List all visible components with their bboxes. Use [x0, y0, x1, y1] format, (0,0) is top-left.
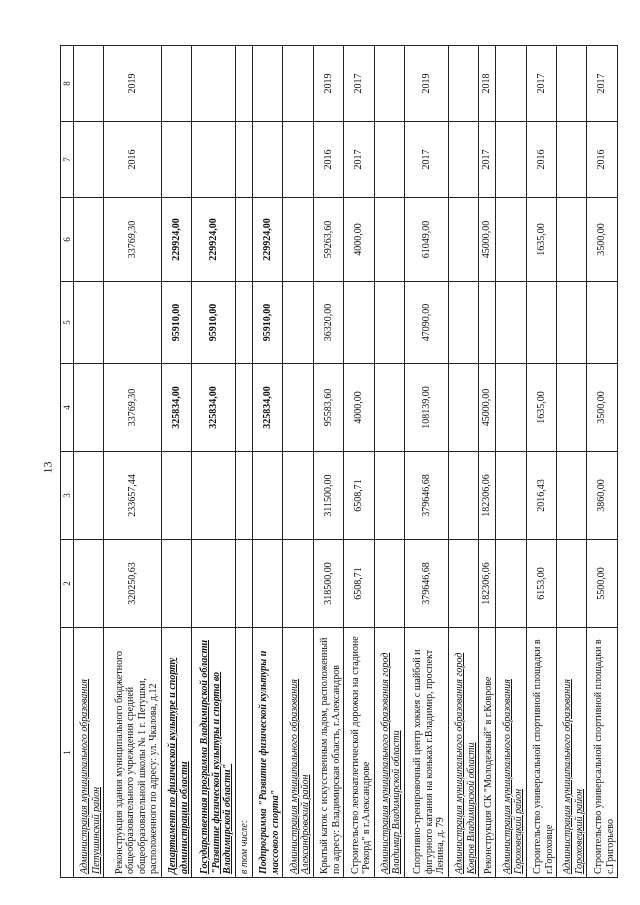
value-cell-c7: [161, 122, 191, 198]
empty-cell: [374, 282, 404, 364]
value-cell-c3: [192, 452, 236, 540]
value-cell-c2: 320250,63: [104, 540, 161, 628]
column-number-cell: 7: [61, 122, 74, 198]
value-cell-c5: [235, 282, 252, 364]
value-cell-c8: 2019: [313, 46, 343, 122]
empty-cell: [496, 46, 526, 122]
empty-cell: [557, 282, 587, 364]
empty-cell: [74, 122, 104, 198]
value-cell-c4: 325834,00: [192, 364, 236, 452]
value-cell-c2: [252, 540, 282, 628]
value-cell-c3: 2016,43: [526, 452, 556, 540]
value-cell-c7: 2017: [344, 122, 374, 198]
value-cell-c4: 4000,00: [344, 364, 374, 452]
value-cell-c3: 379646,68: [404, 452, 448, 540]
empty-cell: [448, 46, 478, 122]
value-cell-c5: 95910,00: [161, 282, 191, 364]
empty-cell: [74, 540, 104, 628]
row-label: Реконструкция здания муниципального бюджетного общеобразовательного учреждения средней общеобразовательной школы № 1 г. Петушки, расположенного по адресу: ул. Чкалова, д.12: [104, 628, 161, 878]
empty-cell: [283, 198, 313, 282]
value-cell-c5: [587, 282, 618, 364]
page-number: 13: [40, 461, 55, 474]
empty-cell: [557, 452, 587, 540]
column-number-cell: 8: [61, 46, 74, 122]
value-cell-c6: 229924,00: [192, 198, 236, 282]
value-cell-c6: 61049,00: [404, 198, 448, 282]
value-cell-c7: 2016: [587, 122, 618, 198]
empty-cell: [74, 282, 104, 364]
value-cell-c3: [252, 452, 282, 540]
empty-cell: [557, 540, 587, 628]
value-cell-c5: [479, 282, 496, 364]
empty-cell: [448, 198, 478, 282]
value-cell-c2: 182306,06: [479, 540, 496, 628]
value-cell-c2: 379646,68: [404, 540, 448, 628]
table-row: [283, 46, 313, 878]
value-cell-c8: [192, 46, 236, 122]
value-cell-c3: 311500,00: [313, 452, 343, 540]
value-cell-c8: 2017: [587, 46, 618, 122]
table-row: [74, 46, 104, 878]
empty-cell: [74, 198, 104, 282]
investment-table: [60, 45, 618, 878]
empty-cell: [496, 364, 526, 452]
empty-cell: [557, 122, 587, 198]
value-cell-c8: [235, 46, 252, 122]
empty-cell: [283, 282, 313, 364]
section-heading: Администрация муниципального образования Александровский район: [283, 628, 313, 878]
empty-cell: [557, 364, 587, 452]
empty-cell: [283, 364, 313, 452]
row-label: Департамент по физической культуре и спорту администрации области: [161, 628, 191, 878]
row-label: Реконструкция СК "Молодежный" в г.Коврове: [479, 628, 496, 878]
table-row: [448, 46, 478, 878]
column-number-cell: 3: [61, 452, 74, 540]
empty-cell: [283, 46, 313, 122]
value-cell-c5: 47090,00: [404, 282, 448, 364]
value-cell-c4: 325834,00: [252, 364, 282, 452]
value-cell-c4: 95583,60: [313, 364, 343, 452]
value-cell-c3: 182306,06: [479, 452, 496, 540]
empty-cell: [496, 122, 526, 198]
table-row: [104, 46, 161, 878]
value-cell-c5: [526, 282, 556, 364]
table-row: [374, 46, 404, 878]
value-cell-c2: [161, 540, 191, 628]
section-heading: Администрация муниципального образования Петушинский район: [74, 628, 104, 878]
empty-cell: [74, 452, 104, 540]
row-label: Строительство легкоатлетической дорожки на стадионе "Рекорд" в г.Александрове: [344, 628, 374, 878]
value-cell-c5: 36320,00: [313, 282, 343, 364]
row-label: Строительство универсальной спортивной площадки в г.Гороховце: [526, 628, 556, 878]
value-cell-c8: 2018: [479, 46, 496, 122]
value-cell-c5: [344, 282, 374, 364]
value-cell-c8: [252, 46, 282, 122]
row-label: Строительство универсальной спортивной площадки в с.Григорьево: [587, 628, 618, 878]
empty-cell: [283, 122, 313, 198]
empty-cell: [496, 452, 526, 540]
value-cell-c5: 95910,00: [192, 282, 236, 364]
column-number-cell: 2: [61, 540, 74, 628]
value-cell-c4: [235, 364, 252, 452]
section-heading: Администрация муниципального образования город Владимир Владимирской области: [374, 628, 404, 878]
column-number-cell: 1: [61, 628, 74, 878]
section-heading: Администрация муниципального образования город Ковров Владимирской области: [448, 628, 478, 878]
empty-cell: [448, 364, 478, 452]
empty-cell: [74, 46, 104, 122]
table-row: [404, 46, 448, 878]
section-heading: Администрация муниципального образования Гороховецкий район: [496, 628, 526, 878]
table-row: [479, 46, 496, 878]
row-label: Подпрограмма "Развитие физической культуры и массового спорта": [252, 628, 282, 878]
value-cell-c6: 229924,00: [161, 198, 191, 282]
value-cell-c7: 2016: [526, 122, 556, 198]
value-cell-c7: 2016: [104, 122, 161, 198]
value-cell-c3: [161, 452, 191, 540]
table-row: [557, 46, 587, 878]
empty-cell: [496, 198, 526, 282]
value-cell-c2: 6153,00: [526, 540, 556, 628]
empty-cell: [496, 282, 526, 364]
value-cell-c3: 233657,44: [104, 452, 161, 540]
empty-cell: [283, 452, 313, 540]
value-cell-c6: [235, 198, 252, 282]
empty-cell: [557, 198, 587, 282]
value-cell-c8: 2019: [104, 46, 161, 122]
column-number-row: [61, 46, 74, 878]
value-cell-c7: 2016: [313, 122, 343, 198]
empty-cell: [283, 540, 313, 628]
value-cell-c8: 2017: [344, 46, 374, 122]
empty-cell: [374, 122, 404, 198]
row-label: в том числе:: [235, 628, 252, 878]
table-row: [192, 46, 236, 878]
table-row: [587, 46, 618, 878]
value-cell-c3: 6508,71: [344, 452, 374, 540]
table-row: [496, 46, 526, 878]
value-cell-c2: [235, 540, 252, 628]
column-number-cell: 5: [61, 282, 74, 364]
row-label: Крытый каток с искусственным льдом, расположенный по адресу: Владимирская область, г.Александров: [313, 628, 343, 878]
value-cell-c7: [235, 122, 252, 198]
value-cell-c4: 3500,00: [587, 364, 618, 452]
value-cell-c6: 229924,00: [252, 198, 282, 282]
value-cell-c3: 3860,00: [587, 452, 618, 540]
value-cell-c8: 2019: [404, 46, 448, 122]
value-cell-c2: 6508,71: [344, 540, 374, 628]
value-cell-c4: 1635,00: [526, 364, 556, 452]
value-cell-c8: [161, 46, 191, 122]
table-row: [252, 46, 282, 878]
value-cell-c6: 45000,00: [479, 198, 496, 282]
value-cell-c7: 2017: [479, 122, 496, 198]
table-row: [344, 46, 374, 878]
value-cell-c3: [235, 452, 252, 540]
value-cell-c7: 2017: [404, 122, 448, 198]
table-row: [313, 46, 343, 878]
table-row: [161, 46, 191, 878]
empty-cell: [374, 364, 404, 452]
value-cell-c7: [252, 122, 282, 198]
value-cell-c7: [192, 122, 236, 198]
value-cell-c2: 5500,00: [587, 540, 618, 628]
section-heading: Администрация муниципального образования Гороховецкий район: [557, 628, 587, 878]
empty-cell: [374, 540, 404, 628]
value-cell-c6: 1635,00: [526, 198, 556, 282]
rotated-table-container: [60, 46, 618, 878]
row-label: Спортивно-тренировочный центр хоккея с шайбой и фигурного катания на коньках г.Владимир, проспект Ленина, д. 79: [404, 628, 448, 878]
empty-cell: [374, 452, 404, 540]
value-cell-c2: [192, 540, 236, 628]
empty-cell: [74, 364, 104, 452]
value-cell-c4: 45000,00: [479, 364, 496, 452]
empty-cell: [374, 46, 404, 122]
empty-cell: [448, 282, 478, 364]
value-cell-c6: 4000,00: [344, 198, 374, 282]
value-cell-c4: 108139,00: [404, 364, 448, 452]
value-cell-c6: 59263,60: [313, 198, 343, 282]
value-cell-c4: 33769,30: [104, 364, 161, 452]
value-cell-c8: 2017: [526, 46, 556, 122]
table-row: [526, 46, 556, 878]
value-cell-c6: 33769,30: [104, 198, 161, 282]
column-number-cell: 6: [61, 198, 74, 282]
value-cell-c5: [104, 282, 161, 364]
empty-cell: [448, 452, 478, 540]
empty-cell: [496, 540, 526, 628]
value-cell-c6: 3500,00: [587, 198, 618, 282]
row-label: Государственная программа Владимирской области "Развитие физической культуры и спорта во Владимирской области": [192, 628, 236, 878]
table-row: [235, 46, 252, 878]
value-cell-c4: 325834,00: [161, 364, 191, 452]
empty-cell: [557, 46, 587, 122]
value-cell-c5: 95910,00: [252, 282, 282, 364]
value-cell-c2: 318500,00: [313, 540, 343, 628]
column-number-cell: 4: [61, 364, 74, 452]
empty-cell: [374, 198, 404, 282]
empty-cell: [448, 540, 478, 628]
empty-cell: [448, 122, 478, 198]
